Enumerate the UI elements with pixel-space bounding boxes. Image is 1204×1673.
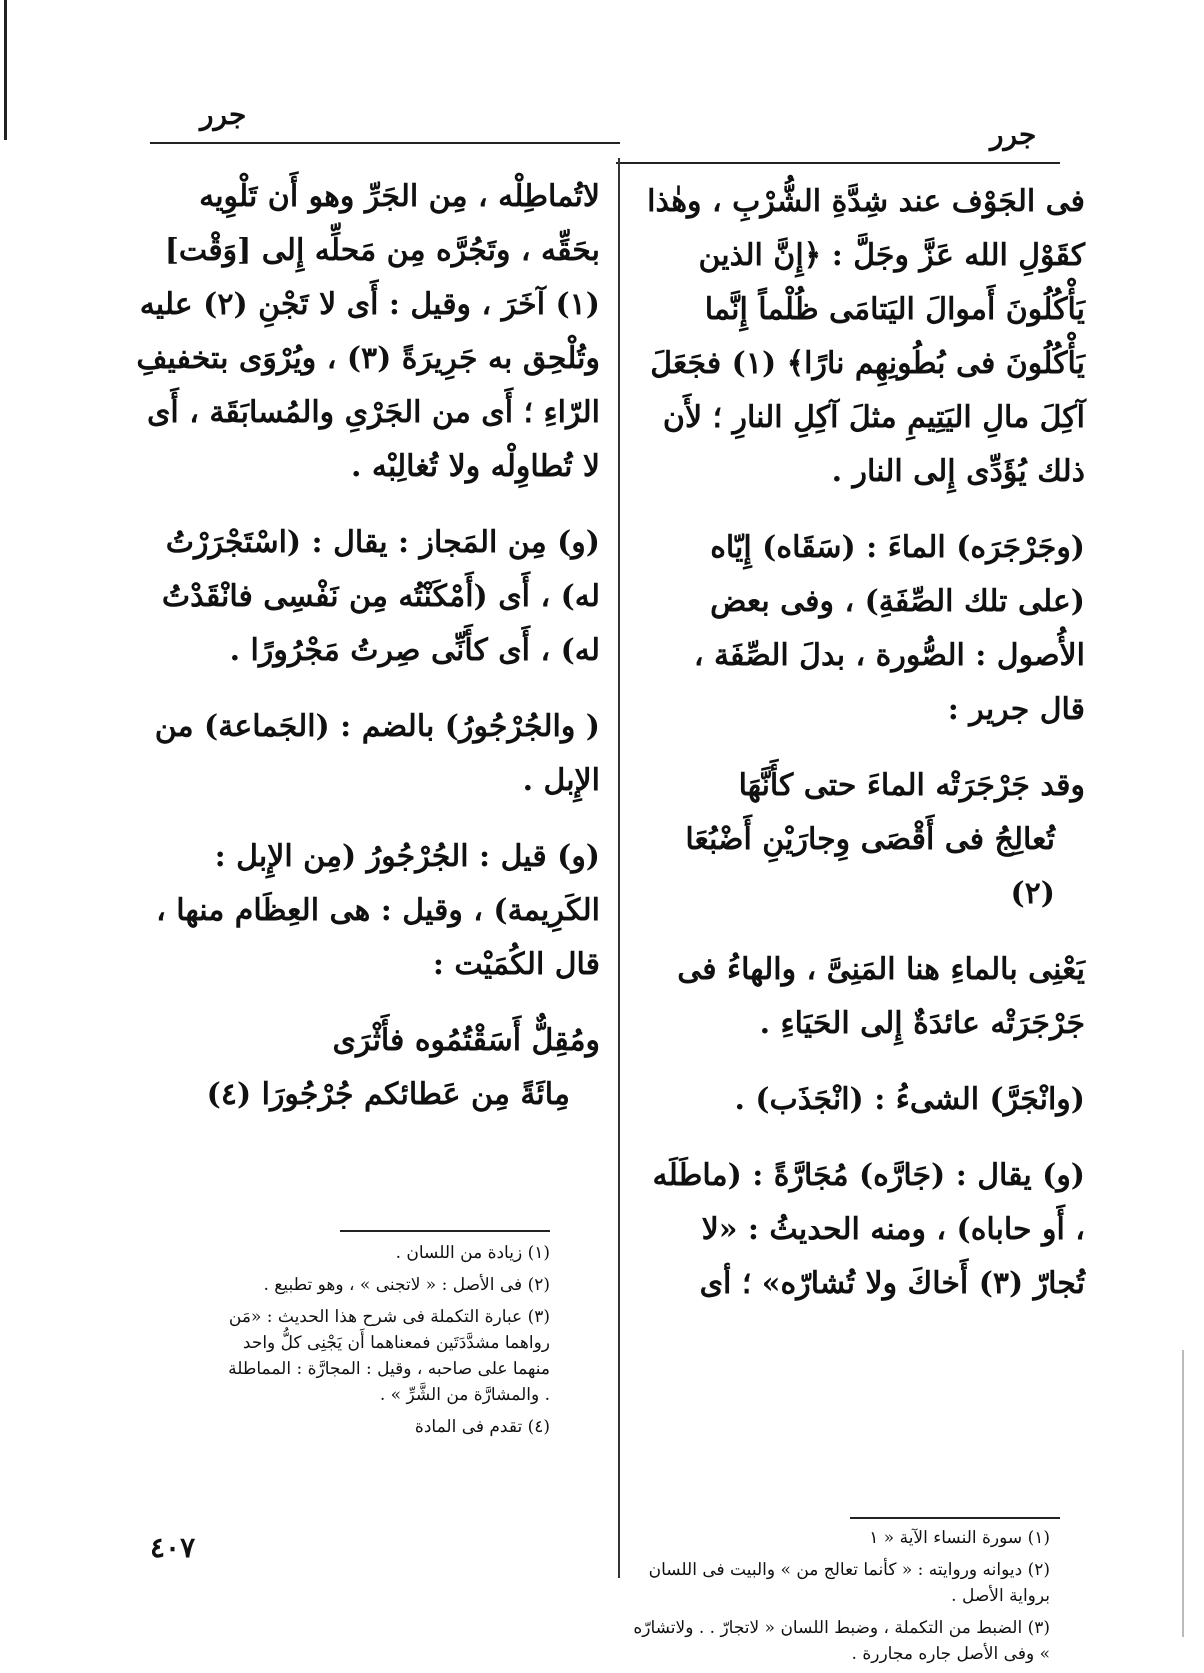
paragraph: لاتُماطِلْه ، مِن الجَرِّ وهو أَن تَلْوِيه بحَقِّه ، وتَجُرَّه مِن مَحلِّه إِلى [وَقْت] (١) آخَرَ ، وقيل : أَى لا تَجْنِ (٢) عليه وتُلْحِق به جَرِيرَةً (٣) ، ويُرْوَى بتخفيفِ الرّاءِ ؛ أَى من الجَرْىِ والمُسابَقَة ، أَى لا تُطاوِلْه ولا تُغالِبْه .: [136, 179, 600, 484]
verse: [130, 1014, 600, 1122]
verse-line: تُعالِجُ فى أَقْصَى وِجارَيْنِ أَضْبُعَا (٢): [685, 822, 1055, 911]
paragraph: (و) يقال : (جَارَّه) مُجَارَّةً : (ماطَلَه ، أَو حاباه) ، ومنه الحديثُ : «لا تُجارّ (٣) أَخاكَ ولا تُشارّه» ؛ أى: [652, 1158, 1085, 1301]
footnote: (٢) فى الأصل : « لاتجنى » ، وهو تطبيع .: [263, 1275, 550, 1295]
footnote: (٣) الضبط من التكملة ، وضبط اللسان « لاتجارّ . . ولاتشارّه » وفى الأصل جاره مجاررة .: [633, 1618, 1050, 1664]
paragraph: فى الجَوْف عند شِدَّةِ الشُّرْبِ ، وهٰذا كقَوْلِ الله عَزَّ وجَلَّ : ﴿إِنَّ الذين يَأْكُلُونَ أَموالَ اليَتامَى ظُلْماً إِنَّما يَأْكُلُونَ فى بُطُونِهِم نارًا﴾ (١) فجَعَلَ آكِلَ مالِ اليَتِيمِ مثلَ آكِلِ النارِ ؛ لأَن ذلك يُؤَدِّى إِلى النار .: [647, 184, 1085, 489]
paragraph: (و) قيل : الجُرْجُورُ (مِن الإِبل : الكَرِيمة) ، وقيل : هى العِظَام منها ، قال الكُمَيْت :: [156, 839, 600, 982]
footnote: (١) زيادة من اللسان .: [395, 1243, 550, 1263]
footnote: (٤) تقدم فى المادة: [414, 1417, 550, 1437]
paragraph: ( والجُرْجُورُ) بالضم : (الجَماعة) من الإِبل .: [154, 709, 600, 798]
footnote-rule-right: [850, 1517, 1060, 1519]
right-column: [645, 175, 1085, 1333]
verse-line: ومُقِلٌّ أَسَقْتُمُوه فأَثْرَى: [332, 1023, 600, 1058]
left-column: [130, 170, 600, 1144]
page-number: ٤٠٧: [150, 1531, 196, 1564]
header-rule-left: [150, 142, 620, 144]
column-divider: [618, 158, 620, 1578]
footnote: (٢) ديوانه وروايته : « كأنما تعالج من » والبيت فى اللسان برواية الأصل .: [648, 1560, 1050, 1606]
page-edge-shadow: [4, 0, 7, 140]
running-header-right: جرر: [990, 118, 1037, 151]
page-edge-shadow: [1182, 1350, 1184, 1637]
running-header-left: جرر: [200, 98, 247, 131]
verse: [645, 759, 1085, 921]
footnote: (٣) عبارة التكملة فى شرح هذا الحديث : «مَن رواهما مشدَّدَتَين فمعناهما أَن يَجْنِى كلُّ واحد منهما على صاحبه ، وقيل : المجارَّة : المماطلة . والمشارَّة من الشَّرِّ » .: [228, 1307, 550, 1405]
footnotes-right: [625, 1525, 1050, 1673]
verse-line: وقد جَرْجَرَتْه الماءَ حتى كأَنَّهَا: [738, 768, 1085, 803]
paragraph: (و) مِن المَجاز : يقال : (اسْتَجْرَرْتُ له) ، أَى (أَمْكَنْتُه مِن نَفْسِى فانْقَدْتُ له) ، أَى كأَنِّى صِرتُ مَجْرُورًا .: [161, 525, 600, 668]
paragraph: (وانْجَرَّ) الشىءُ : (انْجَذَب) .: [734, 1082, 1085, 1117]
verse-line: مِائَةً مِن عَطائكم جُرْجُورَا (٤): [206, 1077, 570, 1112]
footnote-rule-left: [340, 1230, 550, 1232]
paragraph: (وجَرْجَرَه) الماءَ : (سَقَاه) إِيّاه (على تلك الصِّفَةِ) ، وفى بعض الأُصول : الصُّورة ، بدلَ الصِّفَة ، قال جرير :: [693, 530, 1085, 727]
footnote: (١) سورة النساء الآية « ١: [869, 1528, 1050, 1548]
footnotes-left: [220, 1240, 550, 1446]
paragraph: يَعْنِى بالماءِ هنا المَنِىَّ ، والهاءُ فى جَرْجَرَتْه عائدَةٌ إِلى الحَيَاءِ .: [677, 952, 1085, 1041]
header-rule-right: [616, 162, 1060, 164]
